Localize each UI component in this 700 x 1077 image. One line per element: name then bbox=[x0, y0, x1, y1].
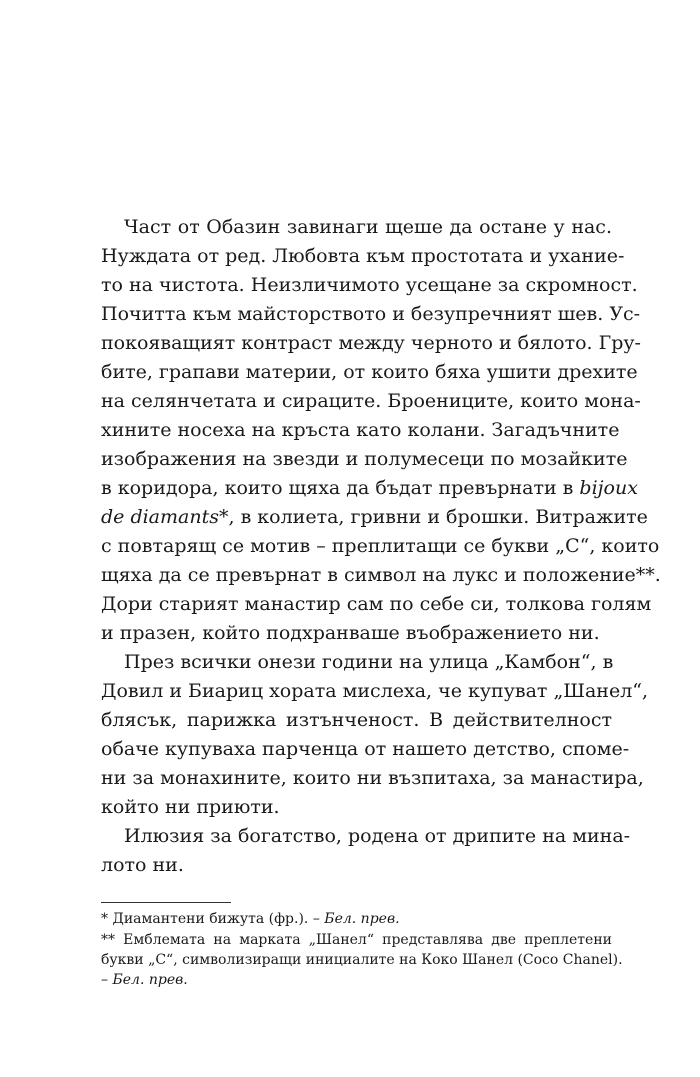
text-line: на селянчетата и сираците. Броениците, които мона- bbox=[101, 390, 641, 412]
text-line: който ни приюти. bbox=[101, 796, 280, 818]
italic-text: de diamants bbox=[101, 506, 219, 528]
text-span: в коридора, които щяха да бъдат превърнати в bbox=[101, 477, 574, 499]
text-line bbox=[101, 503, 648, 532]
italic-text: bijoux bbox=[579, 477, 638, 499]
text-line: и празен, който подхранваше въображението ни. bbox=[101, 622, 600, 644]
text-line: Нуждата от ред. Любовта към простотата и ухание- bbox=[101, 245, 625, 267]
text-line: Част от Обазин завинаги щеше да остане у нас. bbox=[124, 216, 612, 238]
text-line: бите, грапави материи, от които бяха ушити дрехите bbox=[101, 361, 638, 383]
text-line: то на чистота. Неизличимото усещане за скромност. bbox=[101, 274, 638, 296]
footnote-line: букви „C“, символизиращи инициалите на Коко Шанел (Coco Chanel). bbox=[101, 952, 623, 968]
text-line: хините носеха на кръста като колани. Загадъчните bbox=[101, 419, 620, 441]
footnote-line: ** Емблемата на марката „Шанел“ представлява две преплетени bbox=[101, 932, 612, 948]
italic-text: Бел. прев. bbox=[324, 911, 400, 927]
text-line bbox=[101, 474, 638, 503]
text-span: * Диамантени бижута (фр.). – bbox=[101, 911, 325, 927]
text-line: Почитта към майсторството и безупречният шев. Ус- bbox=[101, 303, 641, 325]
italic-text: Бел. прев. bbox=[112, 972, 188, 988]
text-line: покояващият контраст между черното и бялото. Гру- bbox=[101, 332, 641, 354]
text-line: Дори старият манастир сам по себе си, толкова голям bbox=[101, 593, 652, 615]
text-span: *, в колиета, гривни и брошки. Витражите bbox=[218, 506, 648, 528]
footnote-line bbox=[101, 971, 612, 990]
footnote-line bbox=[101, 910, 612, 929]
text-line: изображения на звезди и полумесеци по мозайките bbox=[101, 448, 628, 470]
text-line: Илюзия за богатство, родена от дрипите на мина- bbox=[124, 825, 631, 847]
text-line: Довил и Биариц хората мислеха, че купуват „Шанел“, bbox=[101, 680, 649, 702]
text-line: обаче купуваха парченца от нашето детство, споме- bbox=[101, 738, 630, 760]
footnote-divider bbox=[101, 902, 231, 903]
text-line: блясък, парижка изтънченост. В действителност bbox=[101, 709, 612, 731]
text-line: лото ни. bbox=[101, 854, 184, 876]
text-line: с повтарящ се мотив – преплитащи се букви „C“, които bbox=[101, 535, 660, 557]
text-line: През всички онези години на улица „Камбон“, в bbox=[124, 651, 614, 673]
text-span: – bbox=[101, 972, 113, 988]
text-line: щяха да се превърнат в символ на лукс и положение**. bbox=[101, 564, 661, 586]
text-line: ни за монахините, които ни възпитаха, за манастира, bbox=[101, 767, 644, 789]
